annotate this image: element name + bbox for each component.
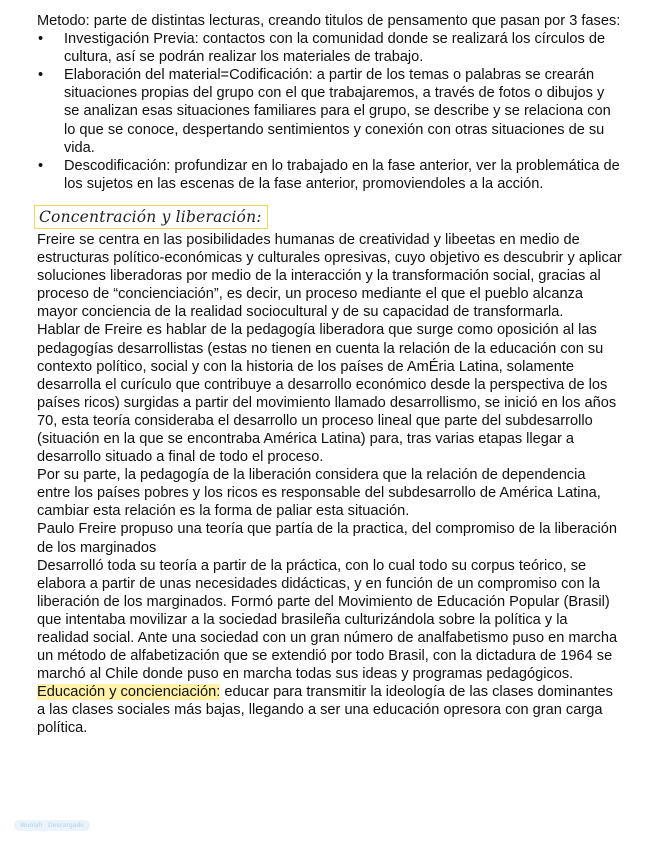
- phase-item: • Descodificación: profundizar en lo trabajado en la fase anterior, ver la problemática de los sujetos en las escenas de la fase anterior, promoviendoles a la acción.: [37, 157, 622, 193]
- watermark-badge: Wuolah · Descargado: [14, 820, 90, 831]
- phase-item: • Investigación Previa: contactos con la comunidad donde se realizará los círculos de cultura, así se podrán realizar los materiales de trabajo.: [37, 30, 622, 66]
- spacer: [37, 193, 622, 205]
- paragraph: Paulo Freire propuso una teoría que partía de la practica, del compromiso de la liberación de los marginados: [37, 521, 618, 556]
- paragraph: Por su parte, la pedagogía de la liberación considera que la relación de dependencia entre los países pobres y los ricos es responsable del subdesarrollo de América Latina, cambiar esta relación es la forma de paliar esta situación.: [37, 467, 601, 520]
- section-title: Concentración y liberación:: [34, 205, 268, 229]
- document-page: [37, 12, 622, 738]
- highlighted-term: Educación y concienciación:: [37, 684, 221, 701]
- phase-item: • Elaboración del material=Codificación: a partir de los temas o palabras se crearán situaciones propias del grupo con el que trabajaremos, a través de fotos o dibujos y se analizan esas situaciones familiares para el grupo, se describe y se relaciona con lo que se conoce, despertando sentimientos y conexión con otras situaciones de su vida.: [37, 66, 622, 156]
- paragraph: Hablar de Freire es hablar de la pedagogía liberadora que surge como oposición al las pedagogías desarrollistas (estas no tienen en cuenta la relación de la educación con su contexto político, social y con la historia de los países de AmÉria Latina, solamente desarrolla el curículo que contribuye a desarrollo económico desde la perspectiva de los países ricos) surgidas a partir del movimiento llamado desarrollismo, se inició en los años 70, esta teoría consideraba el desarrollo un proceso lineal que parte del subdesarrollo (situación en la que se encontraba América Latina) para, tras varias etapas llegar a desarrollo situado a final de todo el proceso.: [37, 322, 617, 466]
- closing-text: educar para transmitir la ideología de las clases dominantes a las clases sociales más bajas, llegando a ser una educación opresora con gran carga política.: [37, 684, 613, 737]
- paragraph: Freire se centra en las posibilidades humanas de creatividad y libeetas en medio de estructuras político-económicas y culturales opresivas, cuyo objetivo es descubrir y aplicar soluciones liberadoras por medio de la interacción y la transformación social, gracias al proceso de “concienciación”, es decir, un proceso mediante el que el pueblo alcanza mayor conciencia de la realidad sociocultural y de su capacidad de transformarla.: [37, 231, 622, 321]
- paragraph: Desarrolló toda su teoría a partir de la práctica, con lo cual todo su corpus teórico, se elabora a partir de unas necesidades didácticas, y en función de un compromiso con la liberación de los marginados. Formó parte del Movimiento de Educación Popular (Brasil) que intentaba movilizar a la sociedad brasileña culturizándola sobre la política y la realidad social. Ante una sociedad con un gran número de analfabetismo puso en marcha un método de alfabetización que se extendió por todo Brasil, con la dictadura de 1964 se marchó al Chile donde puso en marcha todas sus ideas y programas pedagógicos.: [37, 557, 618, 683]
- phases-list: [37, 30, 622, 193]
- method-intro: Metodo: parte de distintas lecturas, creando titulos de pensamento que pasan por 3 fases:: [37, 13, 621, 29]
- closing-paragraph: [37, 683, 622, 737]
